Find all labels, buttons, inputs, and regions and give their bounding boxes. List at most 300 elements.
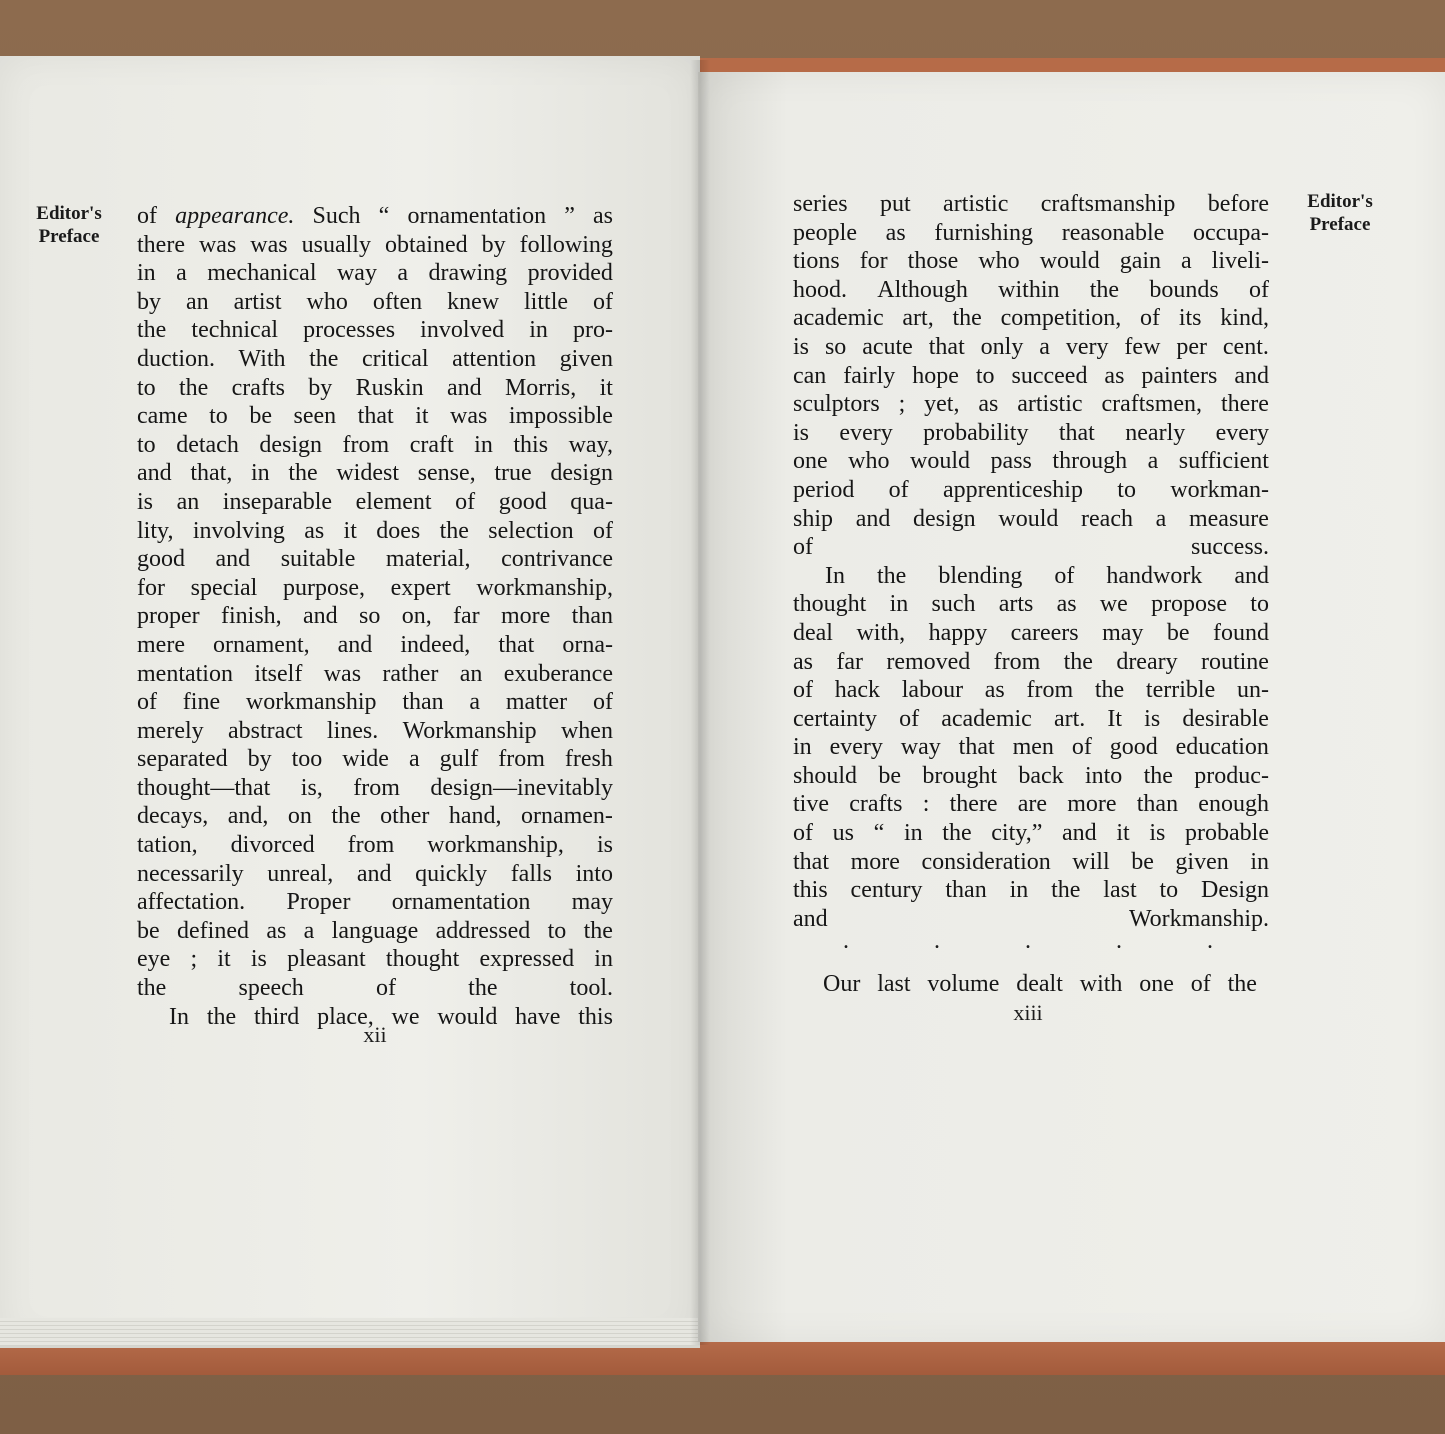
word: “ (873, 820, 885, 847)
word: lity, (137, 517, 174, 544)
word: the (877, 562, 907, 589)
word: quickly (415, 860, 488, 887)
text-line (137, 688, 613, 717)
word: hood. (793, 276, 847, 303)
text-line (137, 745, 613, 774)
word: art. (1053, 705, 1086, 732)
word: with, (856, 619, 906, 646)
word: impossible (508, 403, 613, 430)
word: in (529, 317, 548, 344)
word: more (850, 848, 900, 875)
word: involving (192, 517, 285, 544)
text-line (137, 488, 613, 517)
text-line (137, 374, 613, 403)
text-line (793, 733, 1269, 762)
word: wide (342, 746, 389, 773)
word: through (1052, 448, 1128, 475)
word: by (481, 231, 506, 258)
text-line (793, 676, 1269, 705)
text-line (793, 762, 1269, 791)
word: expert (390, 574, 451, 601)
word: into (575, 860, 613, 887)
word: design (259, 431, 322, 458)
right-page-number: xiii (1013, 1000, 1043, 1025)
word: so (824, 333, 847, 360)
word: detach (176, 431, 239, 458)
word: on, (401, 603, 432, 630)
word: in (474, 431, 493, 458)
word: appearance. (175, 203, 295, 229)
word: kind, (1220, 305, 1269, 332)
text-line (793, 562, 1269, 591)
word: routine (1200, 648, 1269, 675)
word: happy (928, 619, 988, 646)
word: the (1227, 971, 1257, 997)
word: and (137, 460, 172, 487)
word: workman- (1170, 476, 1269, 503)
word: orna- (562, 631, 613, 658)
text-line (137, 459, 613, 488)
word: Ruskin (355, 374, 424, 401)
closing-line-block (823, 970, 1257, 999)
text-line (793, 476, 1269, 505)
word: little (524, 288, 569, 315)
word: a (303, 917, 315, 944)
word: hack (834, 677, 881, 704)
word: found (1212, 619, 1269, 646)
text-line (793, 648, 1269, 677)
word: craft (409, 431, 454, 458)
word: us (832, 820, 854, 847)
word: there (1220, 391, 1269, 418)
word: in (137, 260, 156, 287)
word: is (793, 419, 810, 446)
word: decays, (137, 803, 209, 830)
word: will (1072, 848, 1110, 875)
word: obtained (384, 231, 468, 258)
word: of (1071, 734, 1092, 761)
word: ” (564, 203, 575, 229)
word: pleasant (287, 946, 366, 973)
word: rather (382, 660, 439, 687)
text-line (793, 619, 1269, 648)
word: mere (137, 631, 185, 658)
word: from (498, 746, 545, 773)
word: may (1102, 619, 1144, 646)
word: In (825, 562, 845, 589)
word: as (885, 219, 906, 246)
word: occupa- (1193, 219, 1269, 246)
word: such (931, 591, 976, 618)
word: an (185, 288, 209, 315)
word: to (1159, 877, 1179, 904)
word: addressed (435, 917, 531, 944)
word: dreary (1116, 648, 1178, 675)
word: defined (177, 917, 249, 944)
word: city,” (991, 820, 1043, 847)
word: suitable (280, 546, 356, 573)
word: following (519, 231, 613, 258)
word: to (137, 374, 156, 401)
word: as (984, 677, 1005, 704)
word: in (251, 460, 270, 487)
text-line (137, 802, 613, 831)
word: very (1065, 333, 1109, 360)
word: the (942, 820, 972, 847)
word: Morris, (504, 374, 577, 401)
word: the (1051, 877, 1081, 904)
word: in (793, 734, 812, 761)
ellipsis-dot: . (1025, 928, 1031, 954)
word: than (1136, 791, 1179, 818)
word: workmanship, (427, 832, 564, 859)
word: mentation (137, 660, 233, 687)
word: the (439, 517, 469, 544)
word: design (550, 460, 613, 487)
word: drawing (428, 260, 508, 287)
word: indeed, (400, 631, 471, 658)
word: of (899, 705, 920, 732)
word: so (359, 603, 381, 630)
word: reasonable (1061, 219, 1165, 246)
word: workmanship, (476, 574, 613, 601)
word: from (342, 431, 390, 458)
word: within (998, 276, 1060, 303)
word: every (839, 419, 893, 446)
word: expressed (479, 946, 575, 973)
running-head-line: Preface (1309, 214, 1371, 235)
word: falls (510, 860, 553, 887)
word: who (306, 288, 348, 315)
word: academic (941, 705, 1032, 732)
word: matter (505, 689, 568, 716)
word: It (1107, 705, 1123, 732)
word: cent. (1222, 333, 1269, 360)
word: would (998, 505, 1059, 532)
word: exuberance (503, 660, 613, 687)
word: fresh (564, 746, 613, 773)
word: that (928, 333, 965, 360)
left-page-number: xii (363, 1022, 387, 1047)
word: ornament, (212, 631, 310, 658)
word: of (793, 820, 813, 847)
word: was (323, 660, 362, 687)
word: sculptors (793, 391, 880, 418)
word: blending (938, 562, 1023, 589)
text-line (137, 631, 613, 660)
word: : (922, 791, 930, 818)
word: would (1039, 248, 1100, 275)
text-line (137, 831, 613, 860)
word: artist (233, 288, 282, 315)
word: back (1018, 762, 1064, 789)
word: a (176, 260, 187, 287)
word: by (247, 746, 272, 773)
word: came (137, 403, 188, 430)
word: education (1175, 734, 1269, 761)
word: ; (898, 391, 906, 418)
text-line (793, 190, 1269, 219)
word: third (253, 1003, 300, 1030)
word: other (380, 803, 430, 830)
word: the (1143, 762, 1173, 789)
word: of (1248, 276, 1269, 303)
word: a (408, 746, 420, 773)
word: reach (1081, 505, 1133, 532)
text-line (793, 590, 1269, 619)
text-line (137, 917, 613, 946)
word: that (1058, 419, 1095, 446)
text-line (137, 316, 613, 345)
word: ornamentation (407, 203, 547, 229)
word: this (578, 1003, 613, 1030)
word: to (1250, 591, 1269, 618)
word: one (1139, 971, 1174, 997)
word: separated (137, 746, 228, 773)
text-line (137, 202, 613, 231)
word: was (250, 231, 288, 258)
word: is (793, 333, 810, 360)
word: we (1099, 591, 1128, 618)
word: a (1181, 248, 1192, 275)
word: to (1117, 476, 1136, 503)
word: be (1166, 619, 1190, 646)
word: ornamen- (520, 803, 613, 830)
word: handwork (1106, 562, 1203, 589)
text-line (793, 848, 1269, 877)
word: provided (527, 260, 613, 287)
word: last (877, 971, 911, 997)
word: pro- (572, 317, 613, 344)
word: does (376, 517, 421, 544)
word: few (1124, 333, 1161, 360)
word: competition, (1000, 305, 1122, 332)
word: arts (998, 591, 1034, 618)
word: measure (1188, 505, 1269, 532)
word: Design (1201, 877, 1269, 904)
word: and (446, 374, 482, 401)
word: brought (922, 762, 997, 789)
word: put (880, 191, 911, 217)
word: when (560, 717, 613, 744)
word: of (137, 689, 157, 716)
ellipsis-dot: . (934, 928, 940, 954)
word: given (559, 345, 613, 372)
word: careers (1010, 619, 1079, 646)
word: men (1012, 734, 1054, 761)
text-line: of success. (793, 534, 1269, 561)
word: from (353, 774, 400, 801)
word: the (137, 317, 167, 344)
word: nearly (1125, 419, 1186, 446)
word: labour (901, 677, 964, 704)
word: merely (137, 717, 204, 744)
word: good (1109, 734, 1158, 761)
word: the (1094, 677, 1125, 704)
word: divorced (230, 832, 315, 859)
word: the (288, 460, 318, 487)
word: qua- (570, 488, 613, 515)
word: would (910, 448, 971, 475)
word: is (250, 946, 267, 973)
text-line (137, 431, 613, 460)
word: was (450, 403, 488, 430)
running-head-line: Editor's (1307, 191, 1373, 212)
text-line (793, 276, 1269, 305)
left-running-head (30, 202, 108, 248)
word: unreal, (267, 860, 334, 887)
word: gain (1119, 248, 1162, 275)
word: produc- (1194, 762, 1269, 789)
word: as (1056, 591, 1077, 618)
ellipsis-dot: . (1116, 928, 1122, 954)
ellipsis-dot: . (1207, 928, 1213, 954)
word: way (900, 734, 941, 761)
word: the (952, 305, 982, 332)
word: volume (927, 971, 1000, 997)
word: “ (378, 203, 390, 229)
book-gutter (690, 60, 710, 1345)
word: way (336, 260, 377, 287)
word: furnishing (934, 219, 1034, 246)
word: in (903, 820, 923, 847)
word: given (1175, 848, 1229, 875)
word: more (501, 603, 551, 630)
word: it (1116, 820, 1130, 847)
text-line (137, 774, 613, 803)
word: an (176, 488, 200, 515)
ellipsis-row (843, 928, 1213, 955)
word: who (978, 248, 1020, 275)
word: finish, (220, 603, 282, 630)
word: often (372, 288, 423, 315)
word: necessarily (137, 860, 244, 887)
word: it (599, 374, 613, 401)
word: apprenticeship (943, 476, 1083, 503)
word: With (238, 345, 286, 372)
word: for (859, 248, 888, 275)
word: knew (447, 288, 500, 315)
word: people (793, 219, 857, 246)
word: this (793, 877, 828, 904)
text-line (137, 545, 613, 574)
word: as (592, 203, 613, 229)
word: bounds (1149, 276, 1219, 303)
word: ornamentation (391, 889, 531, 916)
word: and (1234, 362, 1269, 389)
word: every (1215, 419, 1269, 446)
word: far (836, 648, 863, 675)
word: contrivance (501, 546, 613, 573)
word: more (1067, 791, 1117, 818)
word: per (1176, 333, 1207, 360)
text-line (793, 876, 1269, 905)
word: was (198, 231, 237, 258)
word: artistic (943, 191, 1009, 217)
text-line: and Workmanship. (793, 905, 1269, 932)
word: in (1009, 877, 1029, 904)
word: critical (361, 345, 429, 372)
word: painters (1141, 362, 1218, 389)
word: eye (137, 946, 171, 973)
word: material, (385, 546, 471, 573)
word: Although (877, 276, 968, 303)
word: the (309, 345, 339, 372)
word: and (303, 603, 338, 630)
text-line (137, 517, 613, 546)
text-line (137, 888, 613, 917)
word: ; (190, 946, 198, 973)
word: In (169, 1003, 189, 1030)
word: be (878, 762, 901, 789)
word: un- (1236, 677, 1269, 704)
word: is (137, 488, 154, 515)
word: series (793, 191, 848, 217)
word: the (179, 374, 209, 401)
word: of (1054, 562, 1075, 589)
text-line (137, 288, 613, 317)
word: may (571, 889, 613, 916)
word: inseparable (222, 488, 333, 515)
word: as (266, 917, 287, 944)
word: yet, (924, 391, 960, 418)
text-line (137, 231, 613, 260)
word: into (1084, 762, 1123, 789)
word: as (1104, 362, 1125, 389)
word: fairly (843, 362, 896, 389)
word: of (1190, 971, 1211, 997)
text-line (137, 860, 613, 889)
word: enough (1198, 791, 1269, 818)
text-line (137, 574, 613, 603)
word: would (437, 1003, 498, 1030)
word: this (513, 431, 549, 458)
text-line (793, 819, 1269, 848)
word: and (337, 631, 373, 658)
word: of (592, 689, 613, 716)
word: a (1039, 333, 1050, 360)
word: last (1103, 877, 1137, 904)
word: sufficient (1178, 448, 1269, 475)
word: of (592, 517, 613, 544)
word: in (1250, 848, 1269, 875)
word: place, (317, 1003, 374, 1030)
word: in (594, 946, 613, 973)
word: be (137, 917, 160, 944)
word: an (459, 660, 483, 687)
word: every (829, 734, 883, 761)
text-line (793, 790, 1269, 819)
word: that (958, 734, 995, 761)
text-line (793, 390, 1269, 419)
word: by (308, 374, 333, 401)
text-line (137, 259, 613, 288)
word: there (949, 791, 998, 818)
text-line (793, 505, 1269, 534)
right-text-column (793, 190, 1269, 933)
word: to (137, 431, 156, 458)
word: true (494, 460, 532, 487)
word: a (469, 689, 481, 716)
word: academic (793, 305, 884, 332)
text-line (793, 419, 1269, 448)
text-line (793, 447, 1269, 476)
word: those (907, 248, 959, 275)
word: selection (488, 517, 574, 544)
word: the (583, 917, 613, 944)
word: usually (301, 231, 371, 258)
word: it (217, 946, 231, 973)
